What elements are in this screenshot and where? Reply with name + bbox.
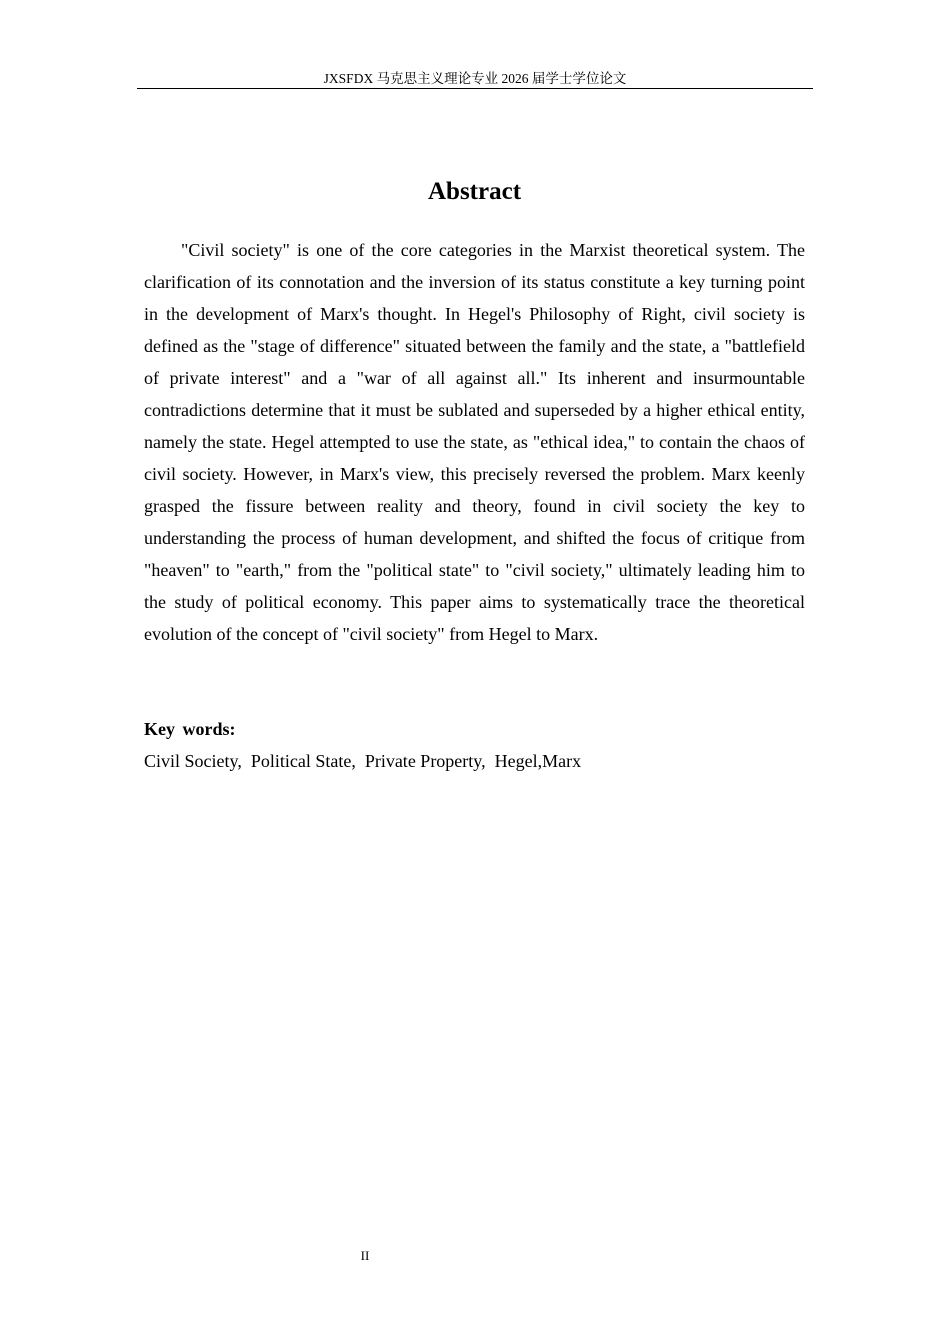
running-header: JXSFDX 马克思主义理论专业 2026 届学士学位论文 [323,71,627,86]
abstract-body: "Civil society" is one of the core categories in the Marxist theoretical system. The clarification of its connotation and the inversion of its status constitute a key turning point in the development of Marx's thought. In Hegel's Philosophy of Right, civil society is defined as the "stage of difference" situated between the family and the state, a "battlefield of private interest" and a "war of all against all." Its inherent and insurmountable contradictions determine that it must be sublated and superseded by a higher ethical entity, namely the state. Hegel attempted to use the state, as "ethical idea," to contain the chaos of civil society. However, in Marx's view, this precisely reversed the problem. Marx keenly grasped the fissure between reality and theory, found in civil society the key to understanding the process of human development, and shifted the focus of critique from "heaven" to "earth," from the "political state" to "civil society," ultimately leading him to the study of political economy. This paper aims to systematically trace the theoretical evolution of the concept of "civil society" from Hegel to Marx. [144,240,805,644]
header-rule [137,88,813,89]
abstract-title: Abstract [427,178,522,205]
page-number: II [360,1248,370,1263]
keywords-heading: Key words: [144,719,236,739]
keywords-list: Civil Society, Political State, Private Property, Hegel,Marx [144,751,582,771]
